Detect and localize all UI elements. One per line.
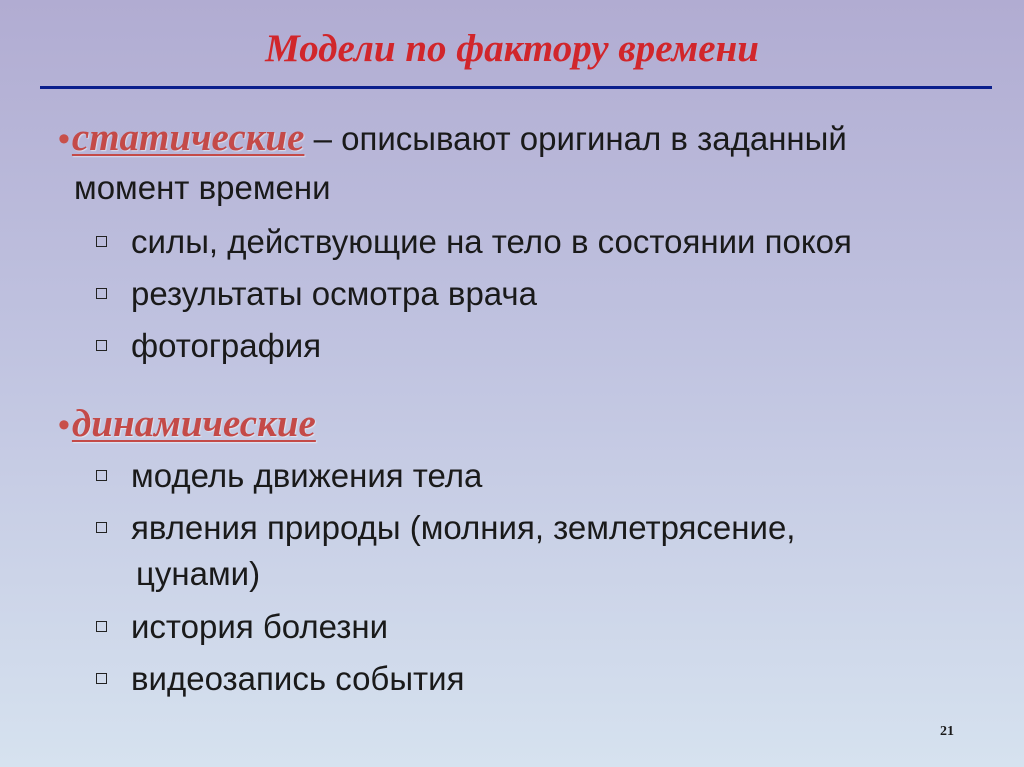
list-item: видеозапись события [96,655,996,703]
list-item: явления природы (молния, землетрясение, [96,504,996,552]
bullet-dot-icon: • [58,120,70,158]
checkbox-bullet-icon [96,621,107,632]
static-description: – описывают оригинал в заданный [304,120,847,157]
checkbox-bullet-icon [96,236,107,247]
list-item: силы, действующие на тело в состоянии покоя [96,218,996,266]
checkbox-bullet-icon [96,288,107,299]
bullet-dynamic [58,400,988,449]
static-description-cont: момент времени [74,169,331,206]
list-item: фотография [96,322,996,370]
list-item: результаты осмотра врача [96,270,996,318]
checkbox-bullet-icon [96,522,107,533]
list-item: история болезни [96,603,996,651]
title-underline [40,86,992,89]
checkbox-bullet-icon [96,340,107,351]
page-number: 21 [940,724,954,739]
list-item: модель движения тела [96,452,996,500]
term-static: статические [71,116,305,159]
bullet-static [58,114,988,163]
checkbox-bullet-icon [96,470,107,481]
bullet-dot-icon: • [58,406,70,444]
list-item-cont: цунами) [136,555,261,592]
slide-title: Модели по фактору времени [265,27,759,70]
checkbox-bullet-icon [96,673,107,684]
term-dynamic: динамические [71,402,316,445]
